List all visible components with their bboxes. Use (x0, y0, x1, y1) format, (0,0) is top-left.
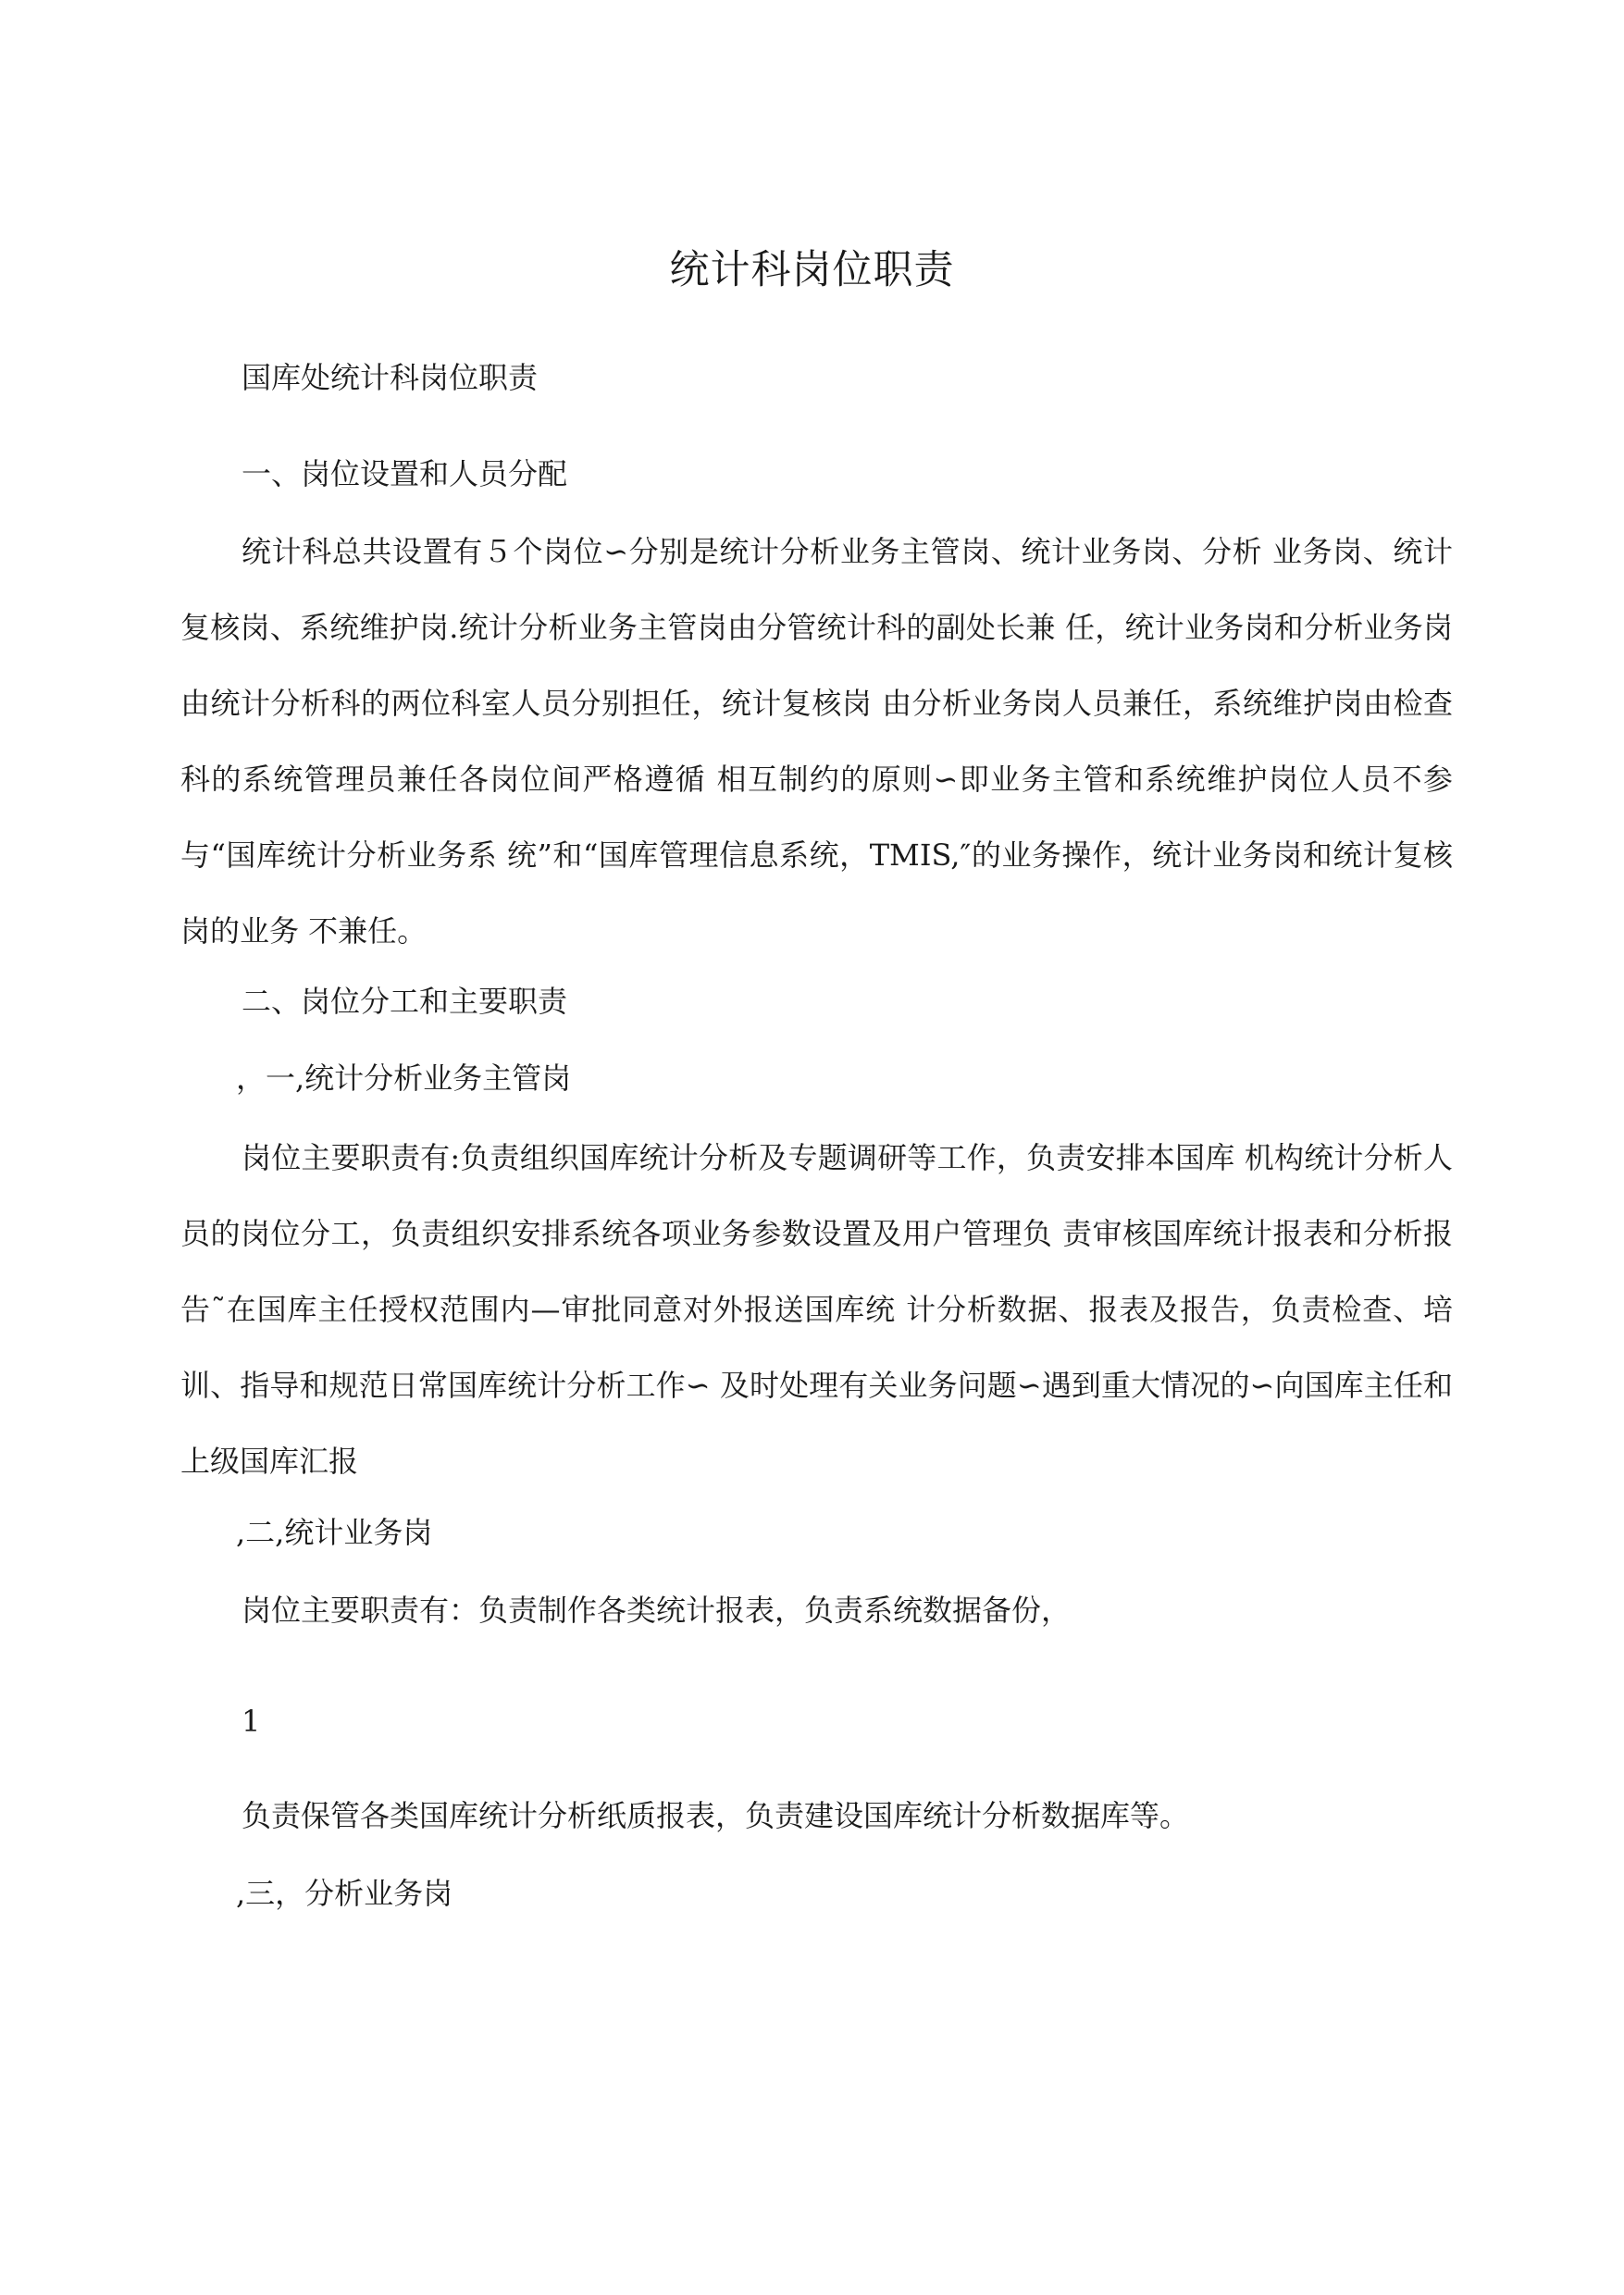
section-2-heading: 二、岗位分工和主要职责 (242, 984, 568, 1019)
subsection-2-body-part-2: 负责保管各类国库统计分析纸质报表，负责建设国库统计分析数据库等。 (242, 1798, 1190, 1833)
subsection-1-body: 岗位主要职责有:负责组织国库统计分析及专题调研等工作，负责安排本国库 机构统计分析人员的岗位分工，负责组织安排系统各项业务参数设置及用户管理负 责审核国库统计报表和分析报告˜在国库主任授权范围内—审批同意对外报送国库统 计分析数据、报表及报告，负责检查、培训、指导和规范日常国库统计分析工作∽ 及时处理有关业务问题∽遇到重大情况的∽向国库主任和上级国库汇报 (180, 1140, 1453, 1479)
subsection-3-heading: ,三，分析业务岗 (236, 1876, 453, 1911)
subsection-2-heading: ,二,统计业务岗 (236, 1515, 433, 1550)
document-subtitle: 国库处统计科岗位职责 (242, 360, 539, 395)
subsection-2-body-part-1: 岗位主要职责有：负责制作各类统计报表，负责系统数据备份， (242, 1593, 1072, 1628)
document-title: 统计科岗位职责 (669, 247, 955, 293)
section-1-heading: 一、岗位设置和人员分配 (242, 456, 568, 491)
page-number: 1 (242, 1704, 261, 1739)
subsection-1-heading: ，一,统计分析业务主管岗 (236, 1061, 572, 1096)
section-1-body: 统计科总共设置有５个岗位∽分别是统计分析业务主管岗、统计业务岗、分析 业务岗、统计复核岗、系统维护岗.统计分析业务主管岗由分管统计科的副处长兼 任，统计业务岗和分析业务岗由统计分析科的两位科室人员分别担任，统计复核岗 由分析业务岗人员兼任，系统维护岗由检查科的系统管理员兼任各岗位间严格遵循 相互制约的原则∽即业务主管和系统维护岗位人员不参与“国库统计分析业务系 统”和“国库管理信息系统，TMIS,″的业务操作，统计业务岗和统计复核岗的业务 不兼任。 (180, 534, 1453, 949)
